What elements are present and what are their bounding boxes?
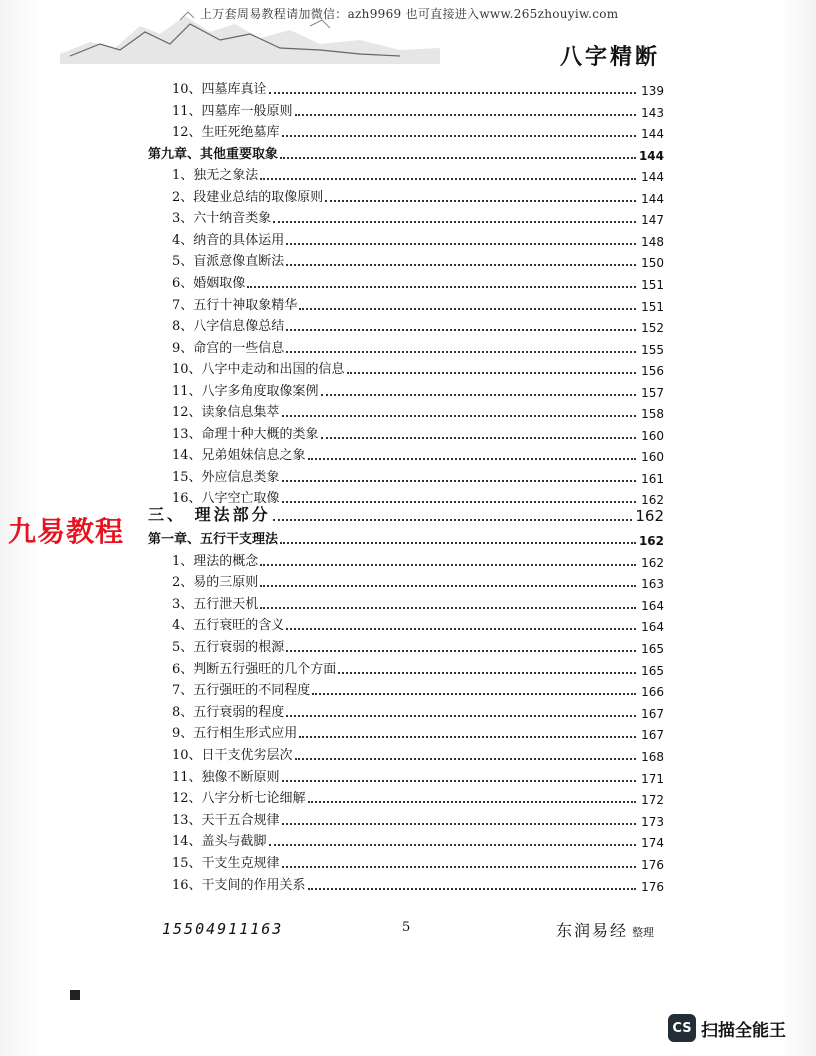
toc-page-number: 166	[641, 685, 664, 700]
toc-leader-dots	[260, 563, 636, 566]
toc-page-number: 144	[638, 148, 664, 163]
toc-entry	[148, 636, 664, 656]
toc-label: 14、盖头与截脚	[172, 834, 267, 850]
toc-label: 3、六十纳音类象	[172, 211, 272, 227]
toc-label: 4、五行衰旺的含义	[172, 618, 285, 634]
toc-label: 13、命理十种大概的类象	[172, 426, 319, 442]
toc-entry	[148, 744, 664, 764]
toc-entry	[148, 722, 664, 742]
toc-label: 10、日干支优劣层次	[172, 748, 293, 763]
toc-label: 16、八字空亡取像	[172, 491, 280, 507]
brand-overlay: 九易教程	[8, 515, 125, 548]
toc-leader-dots	[321, 393, 636, 396]
toc-page-number: 144	[641, 127, 664, 142]
toc-label: 1、独无之象法	[172, 168, 259, 184]
book-title: 八字精断	[560, 44, 661, 70]
toc-label: 3、五行泄天机	[172, 596, 259, 612]
toc-chapter	[148, 143, 664, 163]
toc-entry	[148, 874, 664, 894]
toc-entry	[148, 401, 664, 421]
toc-label: 7、五行十神取象精华	[172, 297, 298, 313]
toc-label: 11、四墓库一般原则	[172, 103, 293, 119]
toc-label: 12、八字分析七论细解	[172, 791, 306, 807]
toc-entry	[148, 658, 664, 678]
toc-entry	[148, 830, 664, 850]
toc-page-number: 162	[635, 507, 664, 525]
toc-entry	[148, 164, 664, 184]
toc-leader-dots	[286, 649, 636, 652]
toc-page-number: 162	[641, 493, 664, 508]
toc-page-number: 171	[641, 771, 664, 786]
toc-leader-dots	[321, 436, 636, 439]
toc-page-number: 164	[641, 598, 664, 613]
toc-label: 第一章、五行干支理法	[148, 532, 279, 547]
toc-label: 7、五行强旺的不同程度	[172, 683, 311, 699]
toc-leader-dots	[308, 800, 636, 803]
toc-page-number: 143	[641, 105, 664, 120]
toc-entry	[148, 337, 664, 357]
toc-page-number: 174	[641, 836, 664, 851]
toc-entry	[148, 315, 664, 335]
toc-leader-dots	[269, 91, 636, 94]
toc-leader-dots	[295, 113, 636, 116]
scanner-watermark	[668, 1014, 786, 1042]
toc-leader-dots	[282, 479, 636, 482]
toc-leader-dots	[282, 779, 636, 782]
toc-leader-dots	[282, 822, 636, 825]
toc-leader-dots	[338, 671, 636, 674]
toc-entry	[148, 121, 664, 141]
toc-page-number: 165	[641, 642, 664, 656]
toc-entry	[148, 466, 664, 486]
toc-leader-dots	[299, 307, 636, 310]
toc-entry	[148, 358, 664, 378]
toc-leader-dots	[260, 584, 636, 587]
toc-part	[148, 505, 664, 525]
toc-page-number: 147	[641, 213, 664, 228]
toc-label: 11、八字多角度取像案例	[172, 383, 319, 399]
toc-entry	[148, 701, 664, 721]
toc-label: 15、干支生克规律	[172, 856, 280, 871]
toc-label: 6、婚姻取像	[172, 275, 246, 291]
toc-leader-dots	[269, 843, 636, 846]
toc-leader-dots	[286, 714, 636, 717]
toc-entry	[148, 272, 664, 292]
toc-page-number: 160	[641, 428, 664, 443]
toc-page-number: 161	[641, 471, 664, 486]
toc-label: 10、四墓库真诠	[172, 82, 267, 97]
toc-leader-dots	[273, 220, 636, 223]
toc-leader-dots	[286, 242, 636, 245]
toc-label: 2、段建业总结的取像原则	[172, 189, 324, 205]
toc-leader-dots	[312, 692, 636, 695]
toc-label: 8、五行衰弱的程度	[172, 704, 285, 720]
toc-leader-dots	[282, 134, 636, 137]
toc-page-number: 163	[641, 577, 664, 592]
toc-page-number: 168	[641, 750, 664, 764]
toc-entry	[148, 571, 664, 591]
toc-entry	[148, 100, 664, 120]
toc-entry	[148, 852, 664, 872]
toc-page-number: 164	[641, 620, 664, 635]
toc-entry	[148, 186, 664, 206]
toc-label: 第九章、其他重要取象	[148, 146, 279, 162]
toc-entry	[148, 766, 664, 786]
author-suffix: 整理	[632, 926, 655, 939]
toc-entry	[148, 294, 664, 314]
toc-leader-dots	[299, 735, 636, 738]
toc-leader-dots	[286, 350, 636, 353]
toc-label: 9、五行相生形式应用	[172, 726, 298, 742]
toc-label: 5、盲派意像直断法	[172, 254, 285, 270]
toc-label: 2、易的三原则	[172, 575, 259, 591]
toc-page-number: 150	[641, 256, 664, 271]
toc-entry	[148, 550, 664, 570]
toc-leader-dots	[247, 285, 636, 288]
footer-author	[556, 918, 654, 941]
toc-leader-dots	[286, 627, 636, 630]
toc-page-number: 157	[641, 385, 664, 400]
toc-leader-dots	[308, 457, 636, 460]
toc-entry	[148, 679, 664, 699]
toc-entry	[148, 423, 664, 443]
toc-label: 三、 理法部分	[148, 505, 271, 524]
toc-chapter	[148, 528, 664, 548]
toc-leader-dots	[295, 757, 636, 760]
toc-entry	[148, 250, 664, 270]
scan-corner-mark	[70, 990, 80, 1000]
toc-leader-dots	[282, 414, 636, 417]
toc-page-number: 173	[641, 814, 664, 829]
page-number: 5	[402, 920, 411, 935]
toc-entry	[148, 809, 664, 829]
toc-leader-dots	[347, 371, 636, 374]
toc-entry	[148, 593, 664, 613]
toc-page-number: 158	[641, 407, 664, 422]
toc-leader-dots	[286, 328, 636, 331]
toc-label: 14、兄弟姐妹信息之象	[172, 448, 306, 464]
toc-label: 9、命宫的一些信息	[172, 340, 285, 356]
toc-leader-dots	[280, 156, 636, 159]
toc-page-number: 172	[641, 793, 664, 808]
toc-page-number: 167	[641, 706, 664, 721]
toc-entry	[148, 380, 664, 400]
toc-label: 11、独像不断原则	[172, 769, 280, 785]
toc-page-number: 162	[641, 555, 664, 570]
toc-page-number: 148	[641, 234, 664, 249]
toc-page-number: 139	[641, 84, 664, 98]
toc-leader-dots	[286, 263, 636, 266]
toc-entry	[148, 207, 664, 227]
toc-page-number: 144	[641, 170, 664, 185]
toc-label: 8、八字信息像总结	[172, 319, 285, 335]
toc-label: 1、理法的概念	[172, 553, 259, 569]
toc-entry	[148, 78, 664, 98]
toc-leader-dots	[282, 500, 636, 503]
toc-label: 13、天干五合规律	[172, 812, 280, 828]
toc-leader-dots	[260, 177, 636, 180]
toc-leader-dots	[280, 541, 636, 544]
toc-leader-dots	[308, 887, 636, 890]
toc-entry	[148, 229, 664, 249]
toc-label: 5、五行衰弱的根源	[172, 640, 285, 655]
toc-label: 10、八字中走动和出国的信息	[172, 362, 345, 378]
top-watermark: 上万套周易教程请加微信：azh9969 也可直接进入www.265zhouyiw.com	[200, 7, 619, 21]
footer-phone: 15504911163	[162, 920, 284, 938]
toc-page-number: 160	[641, 450, 664, 465]
toc-label: 15、外应信息类象	[172, 469, 280, 485]
toc-page-number: 165	[641, 663, 664, 678]
toc-label: 4、纳音的具体运用	[172, 232, 285, 248]
toc-leader-dots	[273, 518, 632, 521]
toc-page-number: 151	[641, 299, 664, 314]
toc-leader-dots	[325, 199, 636, 202]
toc-page-number: 176	[641, 858, 664, 872]
camscanner-logo-icon: CS	[668, 1014, 696, 1042]
toc-page-number: 167	[641, 728, 664, 743]
toc-page-number: 156	[641, 364, 664, 379]
toc-entry	[148, 787, 664, 807]
toc-leader-dots	[282, 865, 636, 868]
toc-page-number: 144	[641, 191, 664, 206]
toc-page-number: 151	[641, 277, 664, 292]
toc-label: 6、判断五行强旺的几个方面	[172, 661, 337, 677]
toc-entry	[148, 614, 664, 634]
toc-label: 12、生旺死绝墓库	[172, 125, 280, 141]
toc-page-number: 155	[641, 342, 664, 357]
toc-label: 12、读象信息集萃	[172, 405, 280, 421]
author-name: 东润易经	[556, 921, 629, 940]
scanner-name: 扫描全能王	[701, 1020, 786, 1041]
toc-label: 16、干支间的作用关系	[172, 877, 306, 893]
toc-leader-dots	[260, 606, 636, 609]
toc-page-number: 162	[638, 534, 664, 548]
toc-page-number: 152	[641, 321, 664, 336]
toc-entry	[148, 444, 664, 464]
toc-page-number: 176	[641, 879, 664, 894]
